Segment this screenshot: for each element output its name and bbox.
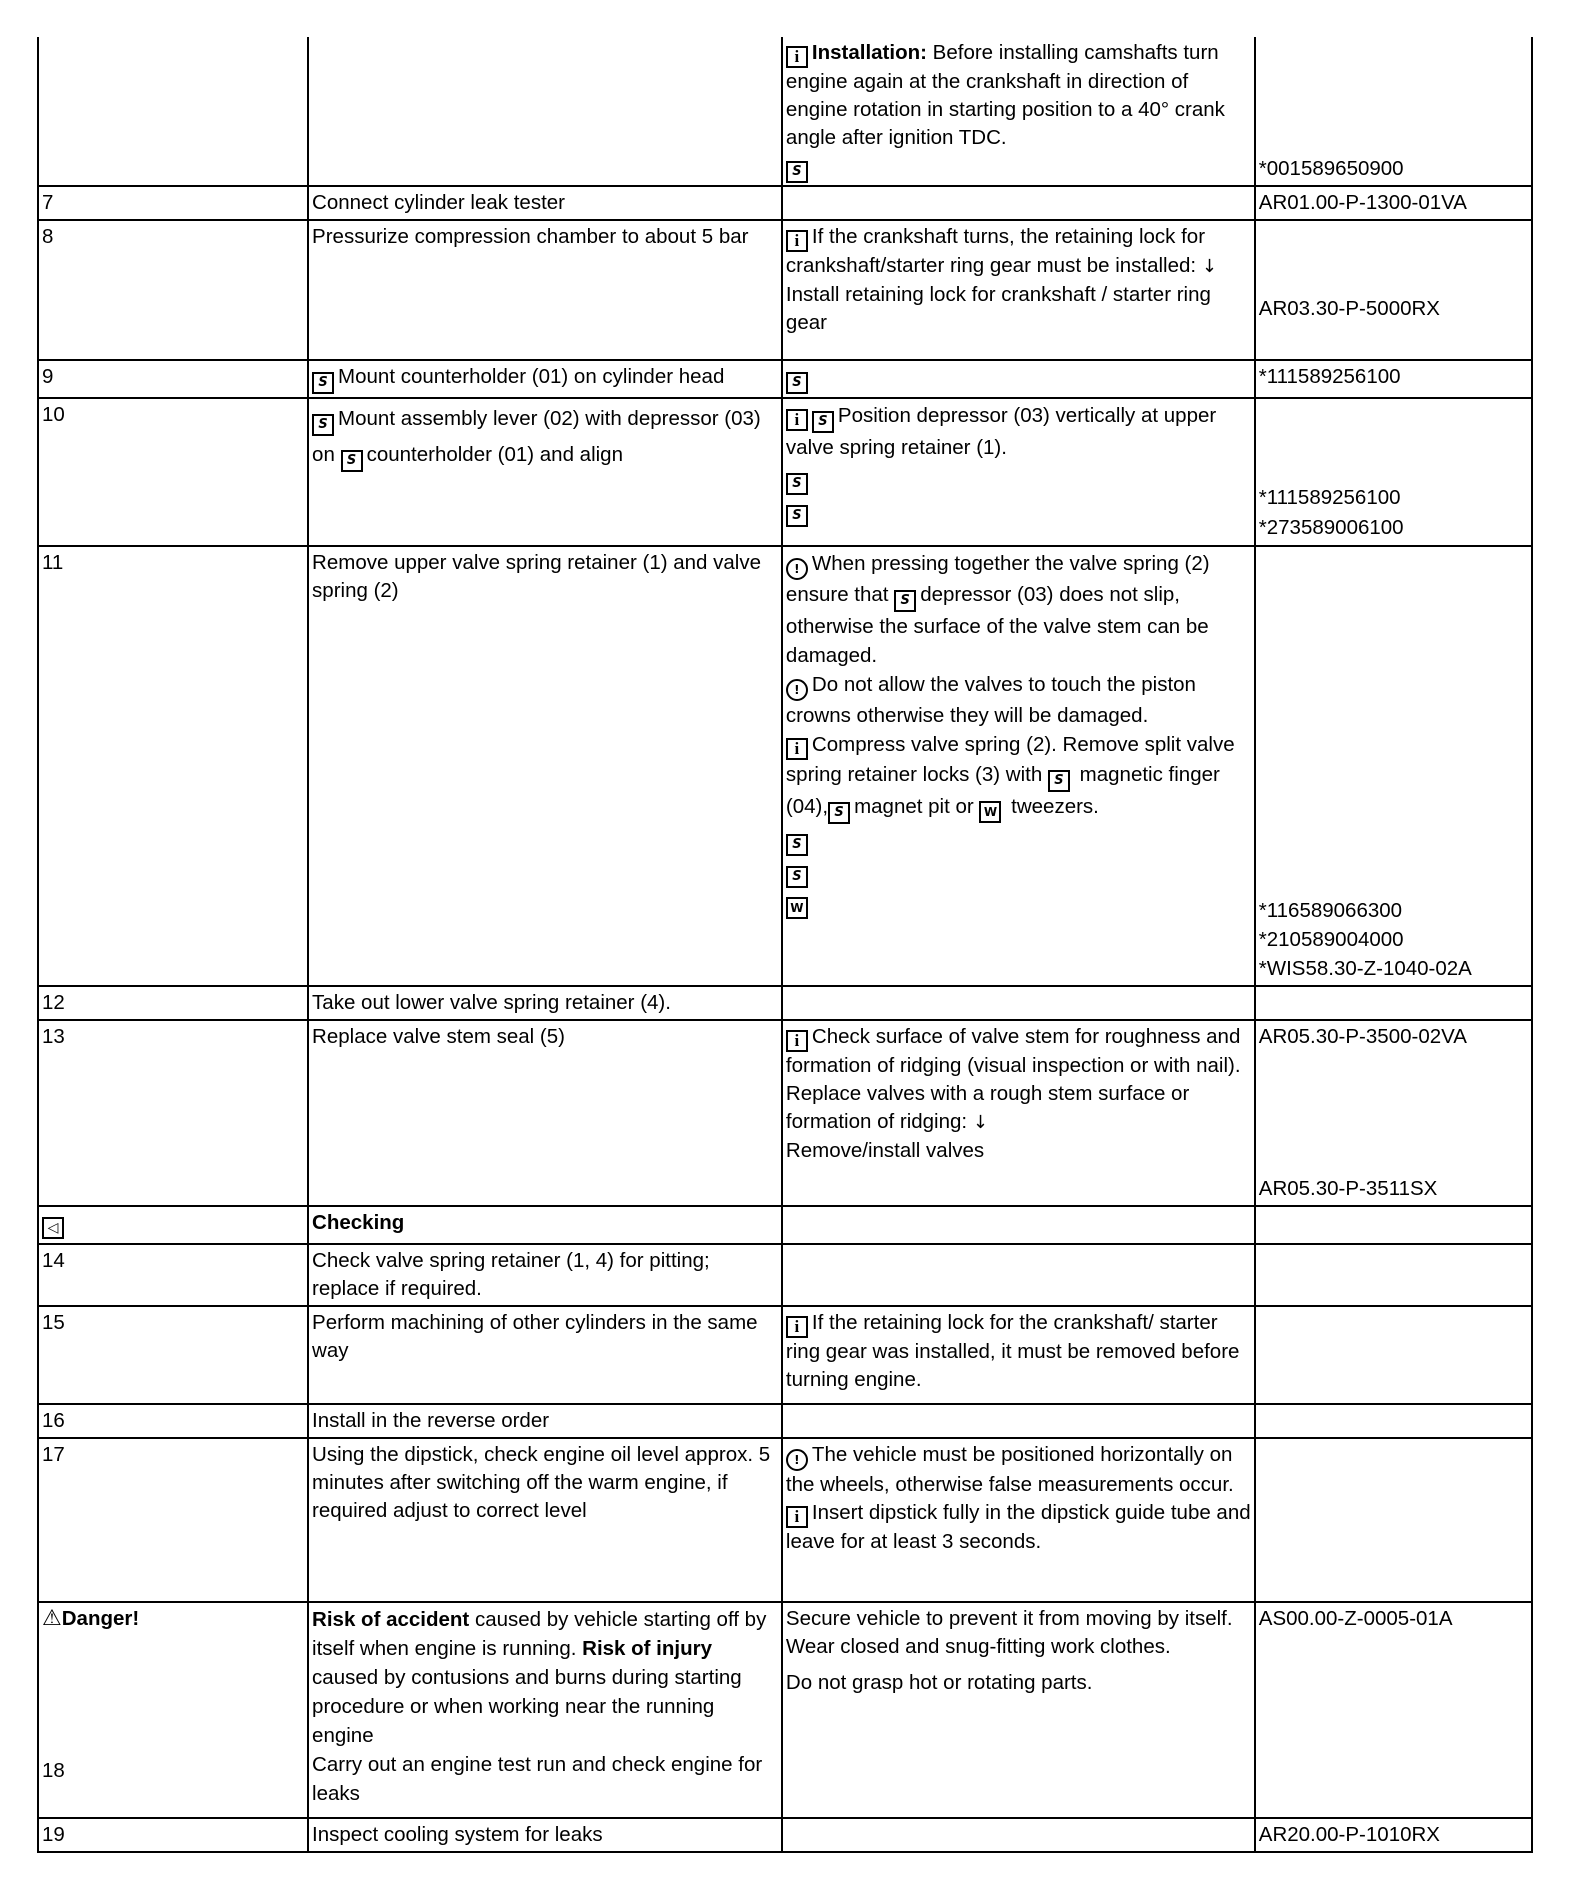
step-cell: 10 (38, 398, 308, 546)
info-icon: i (786, 1506, 808, 1528)
step-cell: 11 (38, 546, 308, 986)
note-text: Replace valves with a rough stem surface or formation of ridging: (785, 1082, 1190, 1133)
info-icon: i (786, 1030, 808, 1052)
ref-cell (1255, 1818, 1532, 1852)
procedure-table (37, 37, 1533, 1853)
note-text: Do not grasp hot or rotating parts. (785, 1671, 1093, 1694)
action-cell: Inspect cooling system for leaks (308, 1818, 782, 1852)
table-row (38, 1438, 1532, 1602)
action-cell (308, 37, 782, 186)
table-row (38, 37, 1532, 186)
step-cell: 9 (38, 360, 308, 398)
special-tool-icon: S (786, 505, 808, 527)
special-tool-icon: S (341, 450, 363, 472)
note-icon: ! (786, 558, 808, 580)
standard-tool-icon: W (786, 897, 808, 919)
ref-cell (1255, 360, 1532, 398)
table-row (38, 986, 1532, 1020)
ref-cell (1255, 220, 1532, 360)
special-tool-icon: S (894, 590, 916, 612)
document-link[interactable]: AR05.30-P-3511SX (1258, 1177, 1438, 1200)
tool-number[interactable]: *210589004000 (1258, 928, 1404, 951)
note-text: Position depressor (03) vertically at upper valve spring retainer (1). (785, 404, 1217, 459)
ref-cell (1255, 1306, 1532, 1404)
info-icon: i (786, 409, 808, 431)
special-tool-icon: S (1048, 770, 1070, 792)
action-cell (308, 1602, 782, 1818)
note-text: Before installing camshafts turn engine again at the crankshaft in direction of engine rotation in starting position to a 40° crank angle after ignition TDC. (785, 41, 1225, 149)
action-cell: Check valve spring retainer (1, 4) for pitting; replace if required. (308, 1244, 782, 1306)
ref-cell (1255, 398, 1532, 546)
table-row (38, 220, 1532, 360)
ref-cell (1255, 1020, 1532, 1206)
note-text: Wear closed and snug-fitting work clothes. (785, 1635, 1171, 1658)
installation-label: Installation: (811, 41, 927, 64)
step-cell: 17 (38, 1438, 308, 1602)
document-link[interactable]: AS00.00-Z-0005-01A (1258, 1607, 1453, 1630)
risk-label: Risk of injury (582, 1637, 712, 1660)
table-row (38, 186, 1532, 220)
notes-cell (782, 37, 1255, 186)
note-text: depressor (03) does not slip, otherwise the surface of the valve stem can be damaged. (785, 583, 1209, 667)
table-row (38, 1404, 1532, 1438)
table-row (38, 546, 1532, 986)
table-row (38, 1306, 1532, 1404)
notes-cell (782, 1306, 1255, 1404)
note-text: magnet pit or (854, 795, 974, 818)
note-text: When pressing together the valve spring (2) ensure that (785, 552, 1210, 606)
notes-cell (782, 1818, 1255, 1852)
action-cell: Perform machining of other cylinders in the same way (308, 1306, 782, 1404)
note-text: magnetic finger (04), (785, 763, 1220, 818)
warning-triangle-icon: ⚠ (42, 1606, 62, 1631)
table-row (38, 1206, 1532, 1244)
step-cell: 16 (38, 1404, 308, 1438)
tool-number[interactable]: *273589006100 (1258, 516, 1404, 539)
note-icon: ! (786, 679, 808, 701)
notes-cell (782, 1244, 1255, 1306)
table-row (38, 1020, 1532, 1206)
step-cell: 14 (38, 1244, 308, 1306)
arrow-down-icon: ↓ (1201, 256, 1217, 277)
tool-number[interactable]: *111589256100 (1258, 486, 1401, 509)
action-cell: Install in the reverse order (308, 1404, 782, 1438)
notes-cell (782, 986, 1255, 1020)
step-cell: 19 (38, 1818, 308, 1852)
step-cell (38, 37, 308, 186)
action-cell: Remove upper valve spring retainer (1) and valve spring (2) (308, 546, 782, 986)
info-icon: i (786, 1316, 808, 1338)
risk-text: caused by vehicle starting off by itself when engine is running. (312, 1608, 767, 1660)
info-icon: i (786, 230, 808, 252)
standard-tool-icon: W (979, 801, 1001, 823)
tool-number[interactable]: *WIS58.30-Z-1040-02A (1258, 957, 1472, 980)
action-cell: Pressurize compression chamber to about 5 bar (308, 220, 782, 360)
special-tool-icon: S (786, 866, 808, 888)
special-tool-icon: S (312, 372, 334, 394)
step-cell (38, 1206, 308, 1244)
arrow-down-icon: ↓ (972, 1112, 988, 1133)
document-link[interactable]: AR01.00-P-1300-01VA (1258, 191, 1467, 214)
notes-cell (782, 1404, 1255, 1438)
notes-cell (782, 1020, 1255, 1206)
action-cell (308, 360, 782, 398)
note-text: Check surface of valve stem for roughness and formation of ridging (visual inspection or with nail). (785, 1025, 1241, 1077)
document-link[interactable]: AR20.00-P-1010RX (1258, 1823, 1440, 1846)
note-text: Install retaining lock for crankshaft / starter ring gear (785, 283, 1211, 334)
action-cell: Replace valve stem seal (5) (308, 1020, 782, 1206)
notes-cell (782, 220, 1255, 360)
note-text: Secure vehicle to prevent it from moving by itself. (785, 1607, 1233, 1630)
note-text: tweezers. (1011, 795, 1099, 818)
ref-cell (1255, 37, 1532, 186)
ref-cell (1255, 1206, 1532, 1244)
step-cell: 12 (38, 986, 308, 1020)
special-tool-icon: S (786, 834, 808, 856)
table-row (38, 1602, 1532, 1818)
note-text: Do not allow the valves to touch the piston crowns otherwise they will be damaged. (785, 673, 1196, 727)
risk-label: Risk of accident (312, 1608, 470, 1631)
note-text: Insert dipstick fully in the dipstick guide tube and leave for at least 3 seconds. (785, 1501, 1251, 1553)
action-cell (308, 398, 782, 546)
special-tool-icon: S (786, 372, 808, 394)
note-text: Compress valve spring (2). Remove split valve spring retainer locks (3) with (785, 733, 1235, 786)
ref-cell (1255, 986, 1532, 1020)
table-row (38, 1818, 1532, 1852)
special-tool-icon: S (812, 411, 834, 433)
spacer (786, 1661, 1251, 1669)
notes-cell (782, 398, 1255, 546)
step-cell: 8 (38, 220, 308, 360)
document-link[interactable]: AR03.30-P-5000RX (1258, 297, 1440, 320)
note-text: Remove/install valves (785, 1139, 985, 1162)
step-cell: 13 (38, 1020, 308, 1206)
action-cell: Connect cylinder leak tester (308, 186, 782, 220)
action-cell: Using the dipstick, check engine oil level approx. 5 minutes after switching off the warm engine, if required adjust to correct level (308, 1438, 782, 1602)
notes-cell (782, 1206, 1255, 1244)
table-row (38, 1244, 1532, 1306)
notes-cell (782, 186, 1255, 220)
table-row (38, 360, 1532, 398)
danger-label: Danger! (61, 1607, 140, 1630)
ref-cell (1255, 1244, 1532, 1306)
ref-cell (1255, 546, 1532, 986)
ref-cell (1255, 1602, 1532, 1818)
info-icon: i (786, 46, 808, 68)
action-text: counterholder (01) and align (366, 443, 623, 466)
notes-cell (782, 546, 1255, 986)
step-number: 18 (42, 1759, 65, 1782)
note-icon: ! (786, 1449, 808, 1471)
table-row (38, 398, 1532, 546)
action-text: Carry out an engine test run and check engine for leaks (312, 1753, 763, 1805)
special-tool-icon: S (312, 414, 334, 436)
notes-cell (782, 1602, 1255, 1818)
special-tool-icon: S (786, 161, 808, 183)
info-icon: i (786, 738, 808, 760)
ref-cell (1255, 1404, 1532, 1438)
special-tool-icon: S (786, 473, 808, 495)
section-heading: Checking (308, 1206, 782, 1244)
document-link[interactable]: AR05.30-P-3500-02VA (1258, 1025, 1467, 1048)
special-tool-icon: S (828, 802, 850, 824)
notes-cell (782, 1438, 1255, 1602)
note-text: If the crankshaft turns, the retaining lock for crankshaft/starter ring gear must be installed: (785, 225, 1206, 277)
step-cell (38, 1602, 308, 1818)
notes-cell (782, 360, 1255, 398)
risk-text: caused by contusions and burns during starting procedure or when working near the running engine (312, 1666, 742, 1747)
tool-number[interactable]: *116589066300 (1258, 899, 1403, 922)
action-text: Mount counterholder (01) on cylinder head (338, 365, 725, 388)
step-cell: 15 (38, 1306, 308, 1404)
action-cell: Take out lower valve spring retainer (4). (308, 986, 782, 1020)
repair-procedure-document (37, 37, 1533, 1853)
step-cell: 7 (38, 186, 308, 220)
tool-number[interactable]: *001589650900 (1258, 157, 1404, 180)
note-text: The vehicle must be positioned horizontally on the wheels, otherwise false measurements occur. (785, 1443, 1234, 1496)
note-text: If the retaining lock for the crankshaft/ starter ring gear was installed, it must be removed before turning engine. (785, 1311, 1240, 1391)
ref-cell (1255, 1438, 1532, 1602)
ref-cell (1255, 186, 1532, 220)
action-text: Mount assembly lever (02) with depressor (03) on (312, 407, 761, 466)
tool-number[interactable]: *111589256100 (1258, 365, 1401, 388)
back-arrow-icon: ◁ (42, 1217, 64, 1239)
